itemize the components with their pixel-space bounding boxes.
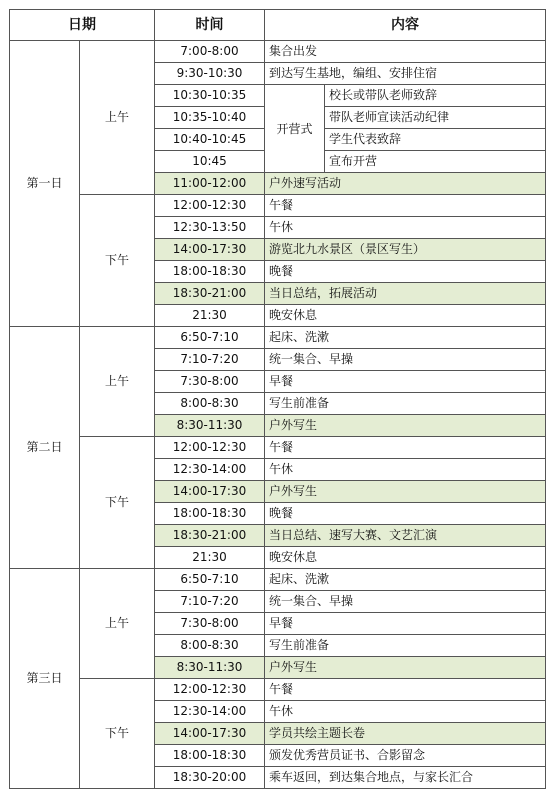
time-cell: 8:00-8:30 xyxy=(155,393,265,415)
content-cell: 午餐 xyxy=(265,437,546,459)
content-cell: 学生代表致辞 xyxy=(325,129,546,151)
time-cell: 6:50-7:10 xyxy=(155,327,265,349)
day-label: 第三日 xyxy=(10,569,80,789)
time-cell: 21:30 xyxy=(155,547,265,569)
time-cell: 14:00-17:30 xyxy=(155,723,265,745)
content-cell: 午餐 xyxy=(265,195,546,217)
schedule-row xyxy=(10,437,546,459)
content-cell: 晚餐 xyxy=(265,261,546,283)
content-cell: 宣布开营 xyxy=(325,151,546,173)
time-cell: 8:00-8:30 xyxy=(155,635,265,657)
time-cell: 21:30 xyxy=(155,305,265,327)
header-time: 时间 xyxy=(155,10,265,41)
content-cell: 带队老师宣读活动纪律 xyxy=(325,107,546,129)
time-cell: 8:30-11:30 xyxy=(155,657,265,679)
time-cell: 12:00-12:30 xyxy=(155,195,265,217)
time-cell: 18:30-21:00 xyxy=(155,525,265,547)
time-cell: 14:00-17:30 xyxy=(155,239,265,261)
content-cell: 午休 xyxy=(265,701,546,723)
time-cell: 12:30-13:50 xyxy=(155,217,265,239)
content-cell: 集合出发 xyxy=(265,41,546,63)
time-cell: 10:30-10:35 xyxy=(155,85,265,107)
content-cell: 起床、洗漱 xyxy=(265,327,546,349)
content-cell: 乘车返回，到达集合地点，与家长汇合 xyxy=(265,767,546,789)
time-cell: 6:50-7:10 xyxy=(155,569,265,591)
time-cell: 10:35-10:40 xyxy=(155,107,265,129)
content-cell: 当日总结、速写大赛、文艺汇演 xyxy=(265,525,546,547)
content-cell: 起床、洗漱 xyxy=(265,569,546,591)
time-cell: 12:30-14:00 xyxy=(155,459,265,481)
time-cell: 11:00-12:00 xyxy=(155,173,265,195)
schedule-row xyxy=(10,41,546,63)
schedule-table xyxy=(9,9,546,789)
time-cell: 8:30-11:30 xyxy=(155,415,265,437)
subgroup-label: 开营式 xyxy=(265,85,325,173)
content-cell: 到达写生基地，编组、安排住宿 xyxy=(265,63,546,85)
content-cell: 写生前准备 xyxy=(265,635,546,657)
time-cell: 18:00-18:30 xyxy=(155,261,265,283)
content-cell: 写生前准备 xyxy=(265,393,546,415)
content-cell: 晚安休息 xyxy=(265,305,546,327)
time-cell: 9:30-10:30 xyxy=(155,63,265,85)
half-day-label: 上午 xyxy=(80,41,155,195)
time-cell: 18:30-20:00 xyxy=(155,767,265,789)
content-cell: 晚安休息 xyxy=(265,547,546,569)
content-cell: 游览北九水景区（景区写生） xyxy=(265,239,546,261)
schedule-row xyxy=(10,679,546,701)
header-row xyxy=(10,10,546,41)
time-cell: 7:00-8:00 xyxy=(155,41,265,63)
time-cell: 7:30-8:00 xyxy=(155,371,265,393)
content-cell: 晚餐 xyxy=(265,503,546,525)
schedule-row xyxy=(10,569,546,591)
content-cell: 早餐 xyxy=(265,613,546,635)
content-cell: 午休 xyxy=(265,459,546,481)
time-cell: 10:40-10:45 xyxy=(155,129,265,151)
day-label: 第一日 xyxy=(10,41,80,327)
content-cell: 统一集合、早操 xyxy=(265,591,546,613)
time-cell: 10:45 xyxy=(155,151,265,173)
half-day-label: 下午 xyxy=(80,679,155,789)
half-day-label: 下午 xyxy=(80,437,155,569)
time-cell: 7:30-8:00 xyxy=(155,613,265,635)
header-date: 日期 xyxy=(10,10,155,41)
content-cell: 颁发优秀营员证书、合影留念 xyxy=(265,745,546,767)
header-content: 内容 xyxy=(265,10,546,41)
half-day-label: 下午 xyxy=(80,195,155,327)
content-cell: 学员共绘主题长卷 xyxy=(265,723,546,745)
schedule-row xyxy=(10,327,546,349)
time-cell: 18:00-18:30 xyxy=(155,503,265,525)
schedule-body xyxy=(10,41,546,789)
content-cell: 户外写生 xyxy=(265,657,546,679)
time-cell: 18:00-18:30 xyxy=(155,745,265,767)
content-cell: 户外写生 xyxy=(265,415,546,437)
schedule-row xyxy=(10,195,546,217)
content-cell: 统一集合、早操 xyxy=(265,349,546,371)
time-cell: 7:10-7:20 xyxy=(155,349,265,371)
time-cell: 12:30-14:00 xyxy=(155,701,265,723)
content-cell: 早餐 xyxy=(265,371,546,393)
half-day-label: 上午 xyxy=(80,327,155,437)
time-cell: 12:00-12:30 xyxy=(155,437,265,459)
half-day-label: 上午 xyxy=(80,569,155,679)
time-cell: 12:00-12:30 xyxy=(155,679,265,701)
content-cell: 户外速写活动 xyxy=(265,173,546,195)
time-cell: 7:10-7:20 xyxy=(155,591,265,613)
content-cell: 午餐 xyxy=(265,679,546,701)
day-label: 第二日 xyxy=(10,327,80,569)
content-cell: 户外写生 xyxy=(265,481,546,503)
content-cell: 当日总结，拓展活动 xyxy=(265,283,546,305)
content-cell: 午休 xyxy=(265,217,546,239)
time-cell: 14:00-17:30 xyxy=(155,481,265,503)
time-cell: 18:30-21:00 xyxy=(155,283,265,305)
content-cell: 校长或带队老师致辞 xyxy=(325,85,546,107)
